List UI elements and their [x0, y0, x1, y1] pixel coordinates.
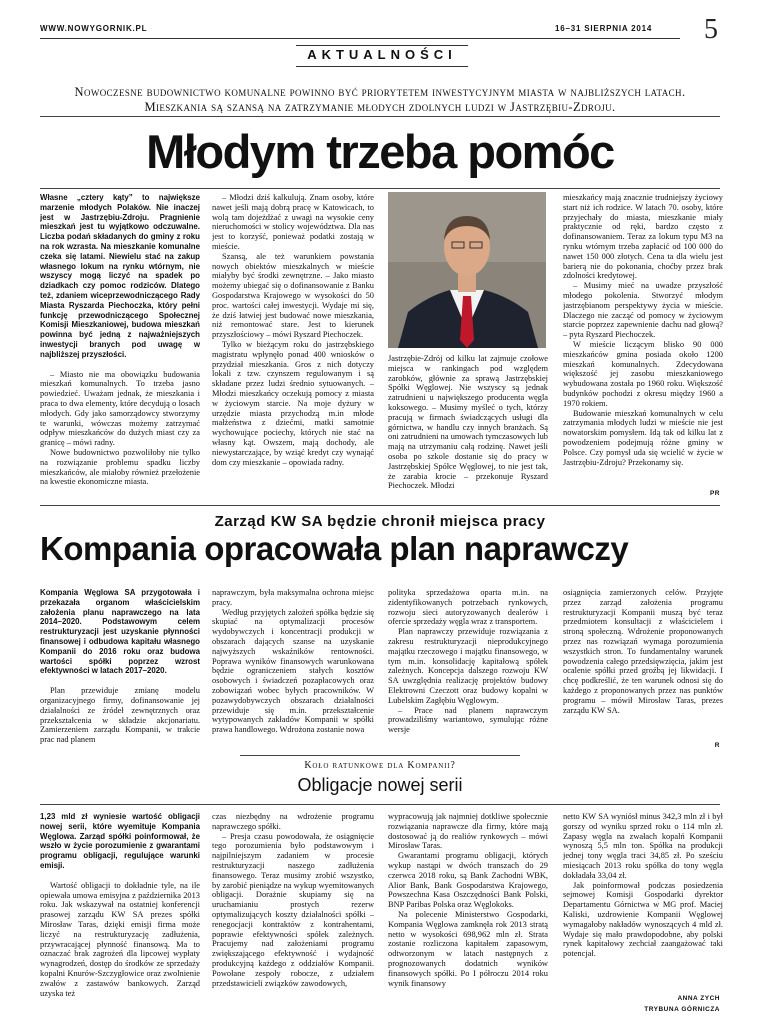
article2-column-3 — [388, 588, 548, 748]
paragraph: – Miasto nie ma obowiązku budowania mieszkań komunalnych. To trzeba jasno powiedzieć. Uważam jednak, że mieszkania i praca to dwa elementy, które decydują o losach młodych. Gdy jako samorządowcy stworzymy te warunki, wówczas możemy zatrzymać odpływ mieszkańców do dużych miast czy za granicę – mówi radny. — [40, 369, 200, 448]
article3-column-2 — [212, 812, 374, 1020]
paragraph: naprawczym, była maksymalna ochrona miejsc pracy. — [212, 588, 374, 607]
article1-headline: Młodym trzeba pomóc — [146, 125, 614, 178]
article1-deck — [40, 85, 720, 115]
paragraph: – Musimy mieć na uwadze przyszłość młodego pokolenia. Stworzyć młodym jastrzębianom perspektywy życia w mieście. Dlaczego nie zacząć od pomocy w życiowym starcie poprzez zapewnienie dachu nad głową? – pyta Ryszard Piechoczek. — [563, 281, 723, 340]
paragraph: netto KW SA wyniósł minus 342,3 mln zł i był gorszy od wyniku sprzed roku o 114 mln zł. Zapasy węgla na zwałach kopalń Kompanii wynoszą 5,5 mln ton. Spółka na produkcji jednej tony węgla traci 34,85 zł. Po sześciu miesiącach 2013 roku spółka do tony węgla dokładała 33,04 zł. — [563, 812, 723, 880]
paragraph: W mieście liczącym blisko 90 000 mieszkańców gmina posiada około 1200 mieszkań komunalnych. Zdecydowana większość jej zasobu mieszkaniowego wybudowana została po 1960 roku. Większość budynków pochodzi z okresu między 1960 a 1970 rokiem. — [563, 339, 723, 408]
article3-kicker: Koło ratunkowe dla Kompanii? — [304, 760, 456, 771]
article3-lead: 1,23 mld zł wyniesie wartość obligacji nowej serii, które wyemituje Kompania Węglowa. Zarząd spółki poinformował, że wszło w życie porozumienie z gwarantami programu obligacji, regulujące warunki emisji. — [40, 812, 200, 870]
article3-column-3 — [388, 812, 548, 1020]
article1-signature: PR — [709, 490, 720, 497]
paragraph: Plan przewiduje zmianę modelu organizacyjnego firmy, dofinansowanie jej działalności ze źródeł zewnętrznych oraz przekształcenia w składzie akcjonariatu. Zamierzeniem zarządu Kompanii, w trakcie prac nad planem — [40, 686, 200, 745]
paragraph: czas niezbędny na wdrożenie programu naprawczego spółki. — [212, 812, 374, 831]
deck-rule — [40, 116, 720, 117]
article1-column-3 — [388, 354, 548, 500]
article2-column-2 — [212, 588, 374, 748]
kicker-rule-top — [240, 755, 520, 756]
article1-lead: Własne „cztery kąty” to największe marzenie młodych Polaków. Nie inaczej jest w Jastrzębiu-Zdroju. Pragnienie mieszkań jest tu wyjątkowo odczuwalne. Liczba podań składanych do gminy z roku na rok wzrasta. Na mieszkanie komunalne czeka się latami. Niewielu stać na zakup własnego lokum na rynku wtórnym, nie wszyscy mogą liczyć na spadek po dziadkach czy pomoc rodziców. Dlatego też, zdaniem wiceprzewodniczącego Rady Miasta Ryszarda Piechoczka, który pełni funkcję przewodniczącego Społecznej Komisji Mieszkaniowej, budowa mieszkań powinna być jedną z najważniejszych inwestycji branych pod uwagę w najbliższej przyszłości. — [40, 193, 200, 359]
article1-column-4 — [563, 193, 723, 488]
paragraph: Szansą, ale też warunkiem powstania nowych obiektów mieszkalnych w mieście miałyby być środki zewnętrzne. – Jako miasto możemy ubiegać się o dofinansowanie z Banku Gospodarstwa Krajowego w wysokości do 50 proc. wartości całej inwestycji. Wydaje mi się, że dziś łatwiej jest budować nowe mieszkania, niż remontować stare. Jest to kierunek przyszłościowy – mówi Ryszard Piechoczek. — [212, 251, 374, 340]
deck-line-1: Nowoczesne budownictwo komunalne powinno być priorytetem inwestycyjnym miasta w najbliższych latach. — [74, 85, 686, 99]
paragraph: Jak poinformował podczas posiedzenia sejmowej Komisji Gospodarki dyrektor Departamentu Górnictwa w MG prof. Maciej Kaliski, uzdrowienie Kompanii Węglowej wymagałoby nakładów wynoszących 4 mld zł. Wydaje się mało prawdopodobne, aby polski rynek kapitałowy zechciał zaangażować taki potencjał. — [563, 880, 723, 959]
paragraph: Budowanie mieszkań komunalnych w celu zatrzymania młodych ludzi w mieście nie jest nowatorskim pomysłem. Idą tak od kilku lat z powodzeniem podejmują różne gminy w Polsce. Czy pomysł uda się wcielić w życie w Jastrzębiu-Zdroju? Przekonamy się. — [563, 408, 723, 467]
article2-column-1 — [40, 588, 200, 748]
portrait-illustration — [388, 192, 546, 348]
article2-lead: Kompania Węglowa SA przygotowała i przekazała organom właścicielskim założenia planu naprawczego na lata 2014–2020. Podstawowym celem restrukturyzacji jest uzyskanie płynności finansowej i odbudowa kapitału własnego Kompanii do 2016 roku oraz budowa wartości spółki poprzez wzrost efektywności w latach 2017–2020. — [40, 588, 200, 676]
paragraph: Tylko w bieżącym roku do jastrzębskiego magistratu wpłynęło ponad 400 wniosków o przydział mieszkania. Gros z nich dotyczy lokali z tzw. czynszem regulowanym i są składane przez ludzi średnio sytuowanych. – Młodzi mieszkańcy oczekują pomocy z miasta w życiowym starcie. Na moje dyżury w urzędzie miasta przychodzą m.in młode małżeństwa z dziećmi, matki samotnie wychowujące pociechy, których nie stać na własny kąt. Owszem, mają dochody, ale niewystarczające, by wziąć kredyt czy wynająć dom czy mieszkanie – opowiada radny. — [212, 339, 374, 467]
paragraph: osiągnięcia zamierzonych celów. Przyjęte przez zarząd założenia programu restrukturyzacji Kompanii muszą być teraz przedmiotem konsultacji z właścicielem i stroną społeczną. Wdrożenie proponowanych przez nas rozwiązań wymaga porozumienia wszystkich stron. To fundamentalny warunek powodzenia całego przedsięwzięcia, jakim jest ocalenie spółki przed groźbą jej likwidacji. I chcę podkreślić, że ten warunek odnosi się do każdego z proponowanych przez nas punktów programu – mówił Mirosław Taras, prezes zarządu KW SA. — [563, 588, 723, 715]
headline-rule — [40, 188, 720, 189]
paragraph: Jastrzębie-Zdrój od kilku lat zajmuje czołowe miejsca w rankingach pod względem zarobków, głównie za sprawą Jastrzębskiej Spółki Węglowej. Nie wszyscy są jednak zatrudnieni u największego producenta węgla koksowego. – Musimy myśleć o tych, którzy pracują w firmach świadczących usługi dla górnictwa, w handlu czy innych branżach. Są oni zatrudnieni na umowach tymczasowych lub mają na utrzymaniu całą rodzinę. Nawet jeśli osoba po szkole dostanie się do pracy w Jastrzębskiej Spółce Węglowej, to nie jest tak, że zarabia krocie – przekonuje Ryszard Piechoczek. Młodzi — [388, 354, 548, 491]
paragraph: Na polecenie Ministerstwo Gospodarki, Kompania Węglowa zamknęła rok 2013 stratą netto w wysokości 698,962 mln zł. Strata zostanie rozliczona kapitałem zapasowym, odtworzonym w latach następnych z prognozowanych dodatnich wyników finansowych spółki. Po I półroczu 2014 roku wynik finansowy — [388, 909, 548, 988]
article2-signature: R — [714, 742, 720, 749]
paragraph: – Prace nad planem naprawczym prowadziliśmy wariantowo, symulując różne wersje — [388, 705, 548, 735]
article3-author: ANNA ZYCH — [677, 995, 720, 1002]
section-label: AKTUALNOŚCI — [307, 47, 457, 62]
article3-source: TRYBUNA GÓRNICZA — [644, 1006, 720, 1013]
site-url: WWW.NOWYGORNIK.PL — [40, 24, 148, 33]
paragraph: Nowe budownictwo pozwoliłoby nie tylko na rozwiązanie problemu spadku liczby mieszkańców, ale miałoby również przełożenie na kwestie ekonomiczne miasta. — [40, 447, 200, 487]
section-divider — [40, 505, 720, 506]
paragraph: – Młodzi dziś kalkulują. Znam osoby, które nawet jeśli mają dobrą pracę w Katowicach, to wolą tam dojeżdżać z uwagi na wysokie ceny nieruchomości w stolicy województwa. Dla nas jest to korzyść, ponieważ podatki zostają w mieście. — [212, 193, 374, 251]
paragraph: wypracowują jak najmniej dotkliwe społecznie rozwiązania naprawcze dla firmy, które mają dostosować ją do realiów rynkowych – mówi Mirosław Taras. — [388, 812, 548, 851]
article2-headline: Kompania opracowała plan naprawczy — [40, 530, 629, 567]
page-number: 5 — [704, 14, 718, 45]
paragraph: Wartość obligacji to dokładnie tyle, na ile opiewała umowa emisyjna z października 2013 roku. Jak wskazywał na ostatniej konferencji prasowej zarządu KW SA prezes spółki Mirosław Taras, dzięki emisji firma może liczyć na restrukturyzację zadłużenia, przywracającej płynność finansową. Ma to oznaczać brak zagrożeń dla lipcowej wypłaty wynagrodzeń, dostęp do środków ze sprzedaży kopalni Knurów-Szczygłowice oraz zwolnienie zwałów z zastawów bankowych. Zarząd uzyska też — [40, 880, 200, 998]
masthead-rule — [40, 38, 680, 39]
article1-column-2 — [212, 193, 374, 498]
article3-column-1 — [40, 812, 200, 1020]
paragraph: mieszkańcy mają znacznie trudniejszy życiowy start niż ich rodzice. W latach 70. osoby, które przyjechały do miasta, mieszkanie miały praktycznie od ręki, bardzo często z dofinansowaniem. Teraz za lokum typu M3 na rynku wtórnym trzeba zapłacić od 100 000 do nawet 150 000 złotych. Cena ta dla wielu jest barierą nie do pokonania, choćby przez brak zdolności kredytowej. — [563, 193, 723, 281]
portrait-photo — [388, 192, 546, 348]
paragraph: – Presja czasu powodowała, że osiągnięcie tego porozumienia było podstawowym i najpilniejszym zadaniem w procesie restrukturyzacji naszego zadłużenia finansowego. Teraz musimy zrobić wszystko, by zarobić pieniądze na wykup wyemitowanych obligacji. Dorażnie skupiamy się na uruchamianiu prostych rezerw optymalizujących koszty działalności spółki – renegocjacji kontraktów z kontrahentami, poprawie efektywności spółek zależnych. Pracujemy nad założeniami programu zwiększającego efektywność i wydajność produkcyjną każdego z oddziałów Kompanii. Powołane zespoły robocze, z udziałem przedstawicieli związków zawodowych, — [212, 831, 374, 988]
issue-date: 16–31 SIERPNIA 2014 — [555, 24, 653, 33]
article3-headline: Obligacje nowej serii — [297, 775, 463, 795]
article2-subhead: Zarząd KW SA będzie chronił miejsca pracy — [214, 513, 546, 530]
article2-column-4 — [563, 588, 723, 740]
paragraph: polityka sprzedażowa oparta m.in. na zidentyfikowanych potrzebach rynkowych, rozwoju sieci autoryzowanych dealerów i ofercie sprzedaży węgla wraz z transportem. — [388, 588, 548, 627]
paragraph: Gwarantami programu obligacji, których wykup nastąpi w dwóch transzach do 29 czerwca 2018 roku, są Bank Zachodni WBK, Alior Bank, Bank Gospodarstwa Krajowego, Powszechna Kasa Oszczędności Bank Polski, BNP Paribas Polska oraz Węglokoks. — [388, 851, 548, 910]
paragraph: Plan naprawczy przewiduje rozwiązania z zakresu restrukturyzacji nieprodukcyjnego majątku rzeczowego i majątku finansowego, w tym m.in. konsolidację kapitałową spółek zależnych. Koncepcja dalszego rozwoju KW SA uwzględnia realizację projektów budowy Elektrowni Czeczott oraz budowy kopalni w Lubelskim Zagłębiu Węglowym. — [388, 627, 548, 705]
article3-rule — [40, 804, 720, 805]
article1-column-1 — [40, 193, 200, 498]
paragraph: Według przyjętych założeń spółka będzie się skupiać na optymalizacji procesów wydobywczych i koncentracji produkcji w obszarach dających szanse na uzyskanie najwyższych wskaźników rentowności. Poprawa wyników finansowych warunkowana będzie ograniczeniem stałych kosztów osobowych i świadczeń pozapłacowych oraz zobowiązań wobec byłych pracowników. W pozawydobywczych obszarach działalności przewiduje się m.in. przekształcenie wytypowanych zakładów Kompanii w spółki prawa handlowego. Wdrożona zostanie nowa — [212, 607, 374, 735]
article3-column-4 — [563, 812, 723, 992]
deck-line-2: Mieszkania są szansą na zatrzymanie młodych zdolnych ludzi w Jastrzębiu-Zdroju. — [144, 100, 616, 114]
